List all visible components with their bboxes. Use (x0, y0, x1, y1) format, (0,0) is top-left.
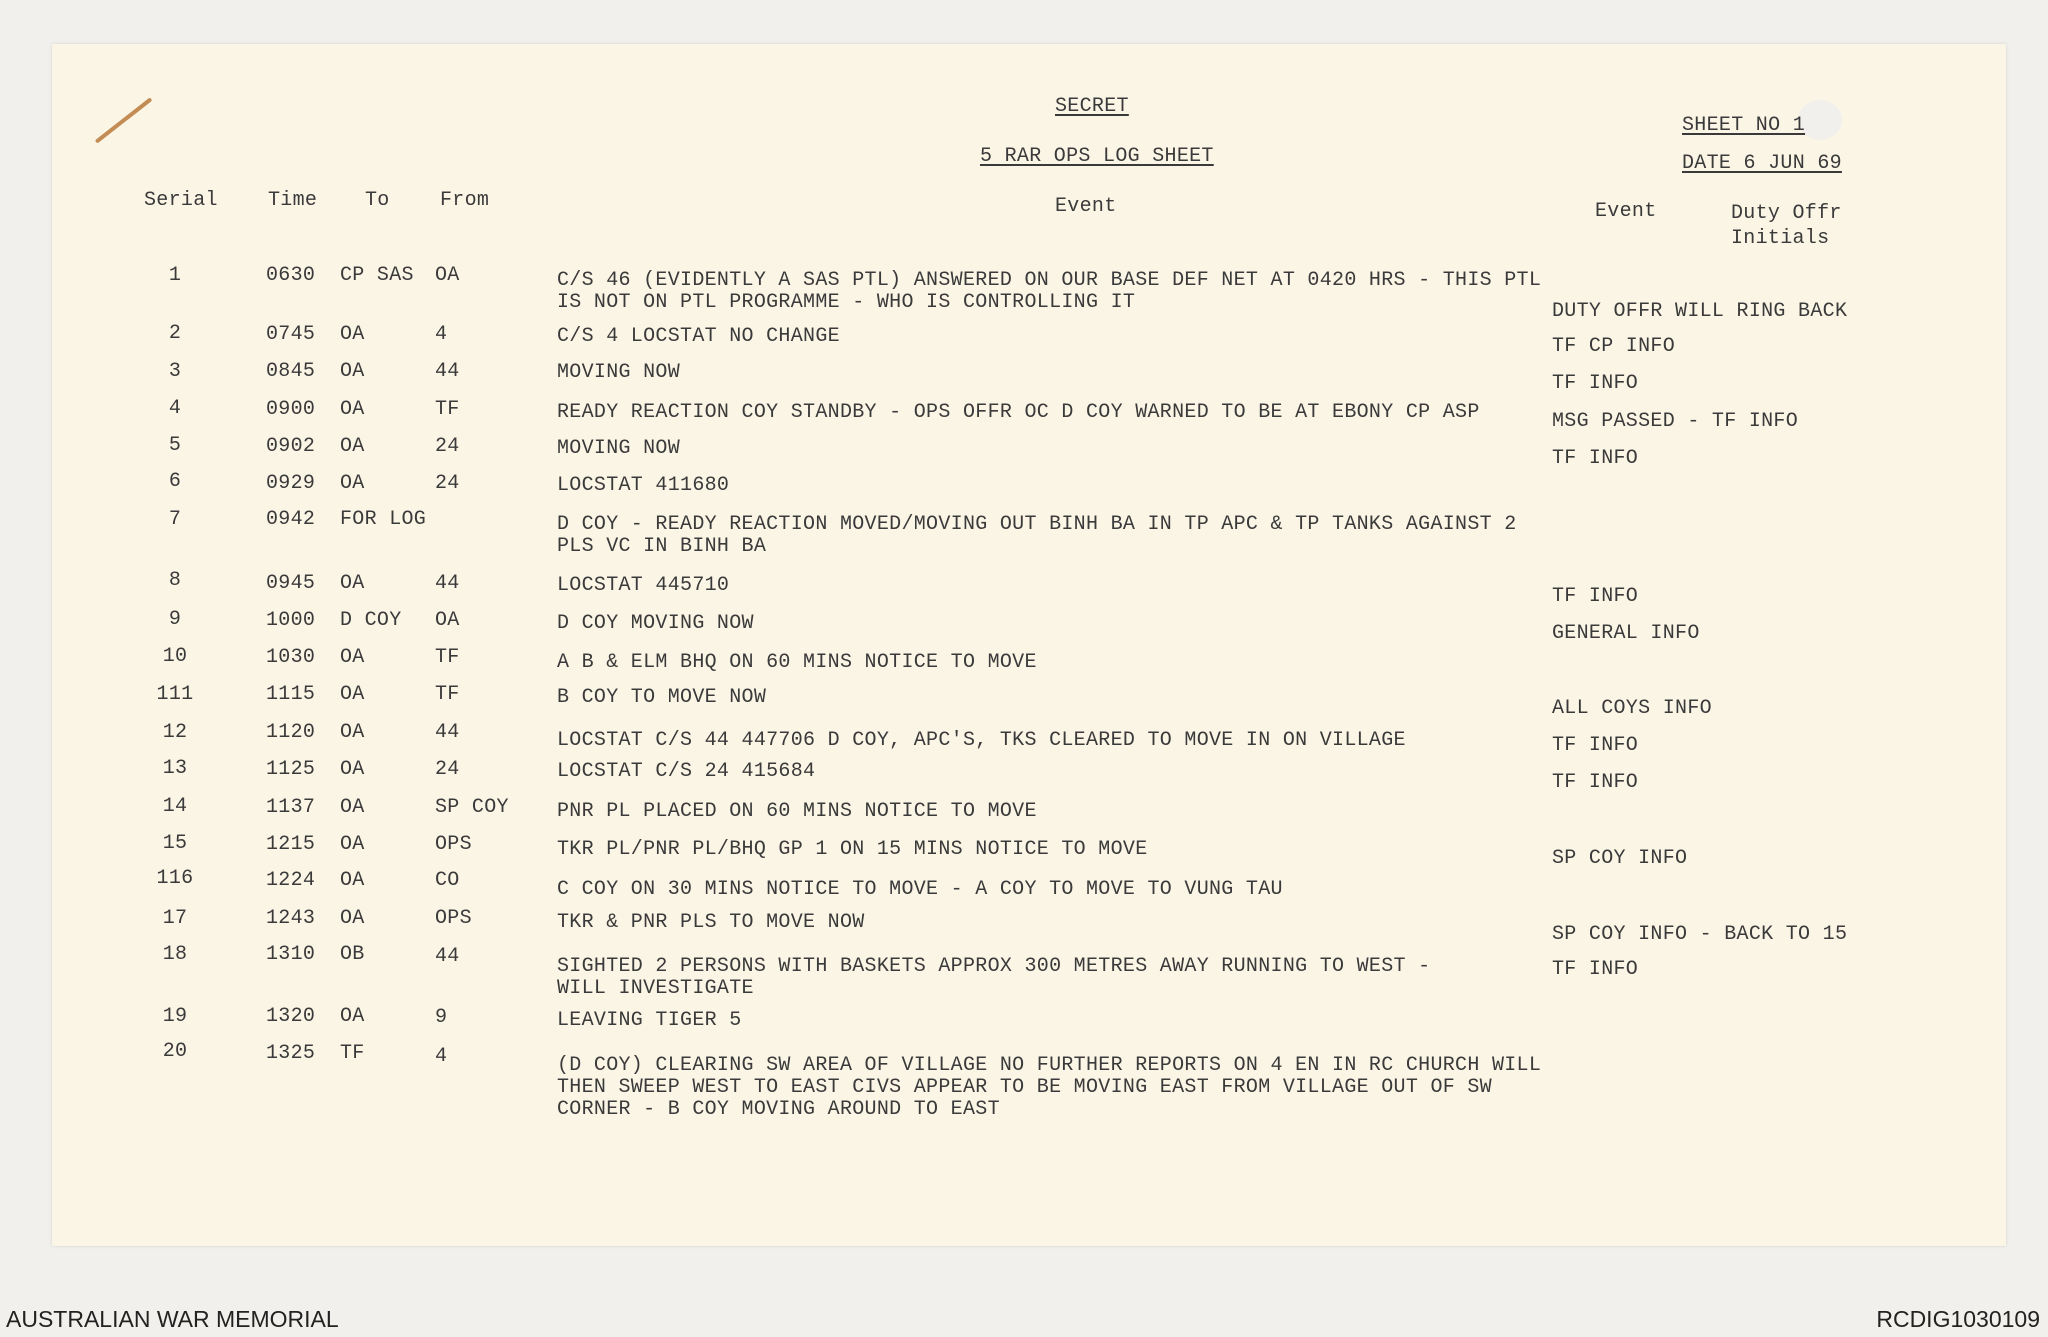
row-from: TF (435, 398, 460, 421)
row-to: OA (340, 833, 365, 856)
row-from: OPS (435, 833, 472, 856)
row-time: 0900 (266, 398, 316, 421)
row-from: 44 (435, 945, 460, 968)
row-from: 4 (435, 323, 448, 346)
row-to: OA (340, 472, 365, 495)
row-serial: 19 (162, 1005, 188, 1028)
row-serial: 6 (168, 470, 182, 493)
classification: SECRET (1055, 95, 1129, 118)
row-to: CP SAS (340, 264, 414, 287)
row-event: LOCSTAT C/S 24 415684 (557, 760, 816, 783)
row-from: CO (435, 869, 460, 892)
row-from: 24 (435, 435, 460, 458)
row-to: OA (340, 721, 365, 744)
action-entry: TF INFO (1552, 734, 1639, 757)
row-from: 9 (435, 1006, 448, 1029)
sheet-date: DATE 6 JUN 69 (1682, 152, 1842, 175)
row-event: LOCSTAT C/S 44 447706 D COY, APC'S, TKS CLEARED TO MOVE IN ON VILLAGE (557, 729, 1406, 752)
footer-id: RCDIG1030109 (1876, 1306, 2040, 1332)
col-duty-offr: Duty Offr (1731, 202, 1842, 225)
row-to: OA (340, 398, 365, 421)
row-time: 1125 (266, 758, 316, 781)
row-to: OB (340, 943, 365, 966)
col-serial: Serial (144, 189, 218, 212)
row-time: 1215 (266, 833, 316, 856)
row-from: 4 (435, 1045, 448, 1068)
action-entry: GENERAL INFO (1552, 622, 1700, 645)
row-serial: 7 (168, 508, 182, 531)
row-time: 0945 (266, 572, 316, 595)
row-from: 44 (435, 572, 460, 595)
row-serial: 8 (168, 569, 182, 592)
action-entry: TF INFO (1552, 372, 1639, 395)
row-from: OA (435, 609, 460, 632)
row-to: FOR LOG (340, 508, 427, 531)
row-to: OA (340, 435, 365, 458)
row-from: OPS (435, 907, 472, 930)
row-event: TKR PL/PNR PL/BHQ GP 1 ON 15 MINS NOTICE TO MOVE (557, 838, 1148, 861)
row-to: OA (340, 869, 365, 892)
sheet-number: SHEET NO 1 (1682, 114, 1806, 137)
row-time: 1325 (266, 1042, 316, 1065)
row-from: TF (435, 646, 460, 669)
row-event: READY REACTION COY STANDBY - OPS OFFR OC D COY WARNED TO BE AT EBONY CP ASP (557, 401, 1480, 424)
row-to: OA (340, 360, 365, 383)
row-to: OA (340, 683, 365, 706)
row-serial: 5 (168, 434, 182, 457)
row-serial: 18 (162, 943, 188, 966)
row-event: TKR & PNR PLS TO MOVE NOW (557, 911, 865, 934)
row-event: D COY MOVING NOW (557, 612, 754, 635)
page-title: 5 RAR OPS LOG SHEET (980, 145, 1214, 168)
action-entry: MSG PASSED - TF INFO (1552, 410, 1799, 433)
action-entry: ALL COYS INFO (1552, 697, 1712, 720)
row-time: 1224 (266, 869, 316, 892)
row-event: A B & ELM BHQ ON 60 MINS NOTICE TO MOVE (557, 651, 1037, 674)
row-time: 1120 (266, 721, 316, 744)
row-time: 1320 (266, 1005, 316, 1028)
row-time: 1243 (266, 907, 316, 930)
row-event: LEAVING TIGER 5 (557, 1009, 742, 1032)
row-time: 1310 (266, 943, 316, 966)
row-to: OA (340, 323, 365, 346)
col-to: To (365, 189, 390, 212)
row-serial: 15 (162, 832, 188, 855)
row-serial: 111 (156, 683, 194, 706)
row-from: 44 (435, 360, 460, 383)
row-time: 1000 (266, 609, 316, 632)
col-from: From (440, 189, 490, 212)
row-serial: 12 (162, 721, 188, 744)
row-time: 0745 (266, 323, 316, 346)
row-to: D COY (340, 609, 402, 632)
row-event: D COY - READY REACTION MOVED/MOVING OUT BINH BA IN TP APC & TP TANKS AGAINST 2 PLS VC IN BINH BA (557, 513, 1517, 558)
action-entry: TF CP INFO (1552, 335, 1676, 358)
col-event: Event (1055, 195, 1117, 218)
row-event: MOVING NOW (557, 361, 681, 384)
action-entry: TF INFO (1552, 771, 1639, 794)
row-event: C COY ON 30 MINS NOTICE TO MOVE - A COY TO MOVE TO VUNG TAU (557, 878, 1283, 901)
row-from: 24 (435, 758, 460, 781)
row-serial: 14 (162, 795, 188, 818)
row-from: OA (435, 264, 460, 287)
row-time: 0845 (266, 360, 316, 383)
row-from: 24 (435, 472, 460, 495)
row-serial: 4 (168, 397, 182, 420)
row-to: OA (340, 646, 365, 669)
action-entry: TF INFO (1552, 447, 1639, 470)
row-serial: 1 (168, 264, 182, 287)
row-serial: 13 (162, 757, 188, 780)
row-serial: 2 (168, 322, 182, 345)
col-initials: Initials (1731, 227, 1830, 250)
action-entry: TF INFO (1552, 958, 1639, 981)
row-event: LOCSTAT 411680 (557, 474, 730, 497)
row-from: TF (435, 683, 460, 706)
row-time: 1115 (266, 683, 316, 706)
row-serial: 116 (156, 867, 194, 890)
row-serial: 17 (162, 907, 188, 930)
row-event: SIGHTED 2 PERSONS WITH BASKETS APPROX 300 METRES AWAY RUNNING TO WEST - WILL INVESTIGATE (557, 955, 1431, 1000)
row-to: OA (340, 796, 365, 819)
row-serial: 9 (168, 608, 182, 631)
col-event-action: Event (1595, 200, 1657, 223)
row-to: OA (340, 1005, 365, 1028)
col-time: Time (268, 189, 318, 212)
action-entry: SP COY INFO - BACK TO 15 (1552, 923, 1848, 946)
row-serial: 10 (162, 645, 188, 668)
row-from: 44 (435, 721, 460, 744)
action-entry: DUTY OFFR WILL RING BACK (1552, 300, 1848, 323)
row-event: MOVING NOW (557, 437, 681, 460)
row-event: B COY TO MOVE NOW (557, 686, 767, 709)
row-time: 0630 (266, 264, 316, 287)
action-entry: SP COY INFO (1552, 847, 1688, 870)
row-to: OA (340, 907, 365, 930)
action-entry: TF INFO (1552, 585, 1639, 608)
row-event: PNR PL PLACED ON 60 MINS NOTICE TO MOVE (557, 800, 1037, 823)
row-event: C/S 46 (EVIDENTLY A SAS PTL) ANSWERED ON OUR BASE DEF NET AT 0420 HRS - THIS PTL IS NOT ON PTL PROGRAMME - WHO IS CONTROLLING IT (557, 269, 1542, 314)
row-serial: 3 (168, 360, 182, 383)
row-to: OA (340, 758, 365, 781)
row-time: 1030 (266, 646, 316, 669)
row-time: 1137 (266, 796, 316, 819)
footer-source: AUSTRALIAN WAR MEMORIAL (6, 1306, 339, 1332)
row-event: LOCSTAT 445710 (557, 574, 730, 597)
row-to: TF (340, 1042, 365, 1065)
row-event: C/S 4 LOCSTAT NO CHANGE (557, 325, 840, 348)
row-time: 0902 (266, 435, 316, 458)
row-serial: 20 (162, 1040, 188, 1063)
row-time: 0929 (266, 472, 316, 495)
row-from: SP COY (435, 796, 509, 819)
row-event: (D COY) CLEARING SW AREA OF VILLAGE NO FURTHER REPORTS ON 4 EN IN RC CHURCH WILL THEN SWEEP WEST TO EAST CIVS APPEAR TO BE MOVING EAST FROM VILLAGE OUT OF SW CORNER - B COY MOVING AROUND TO EAST (557, 1054, 1542, 1121)
row-time: 0942 (266, 508, 316, 531)
row-to: OA (340, 572, 365, 595)
